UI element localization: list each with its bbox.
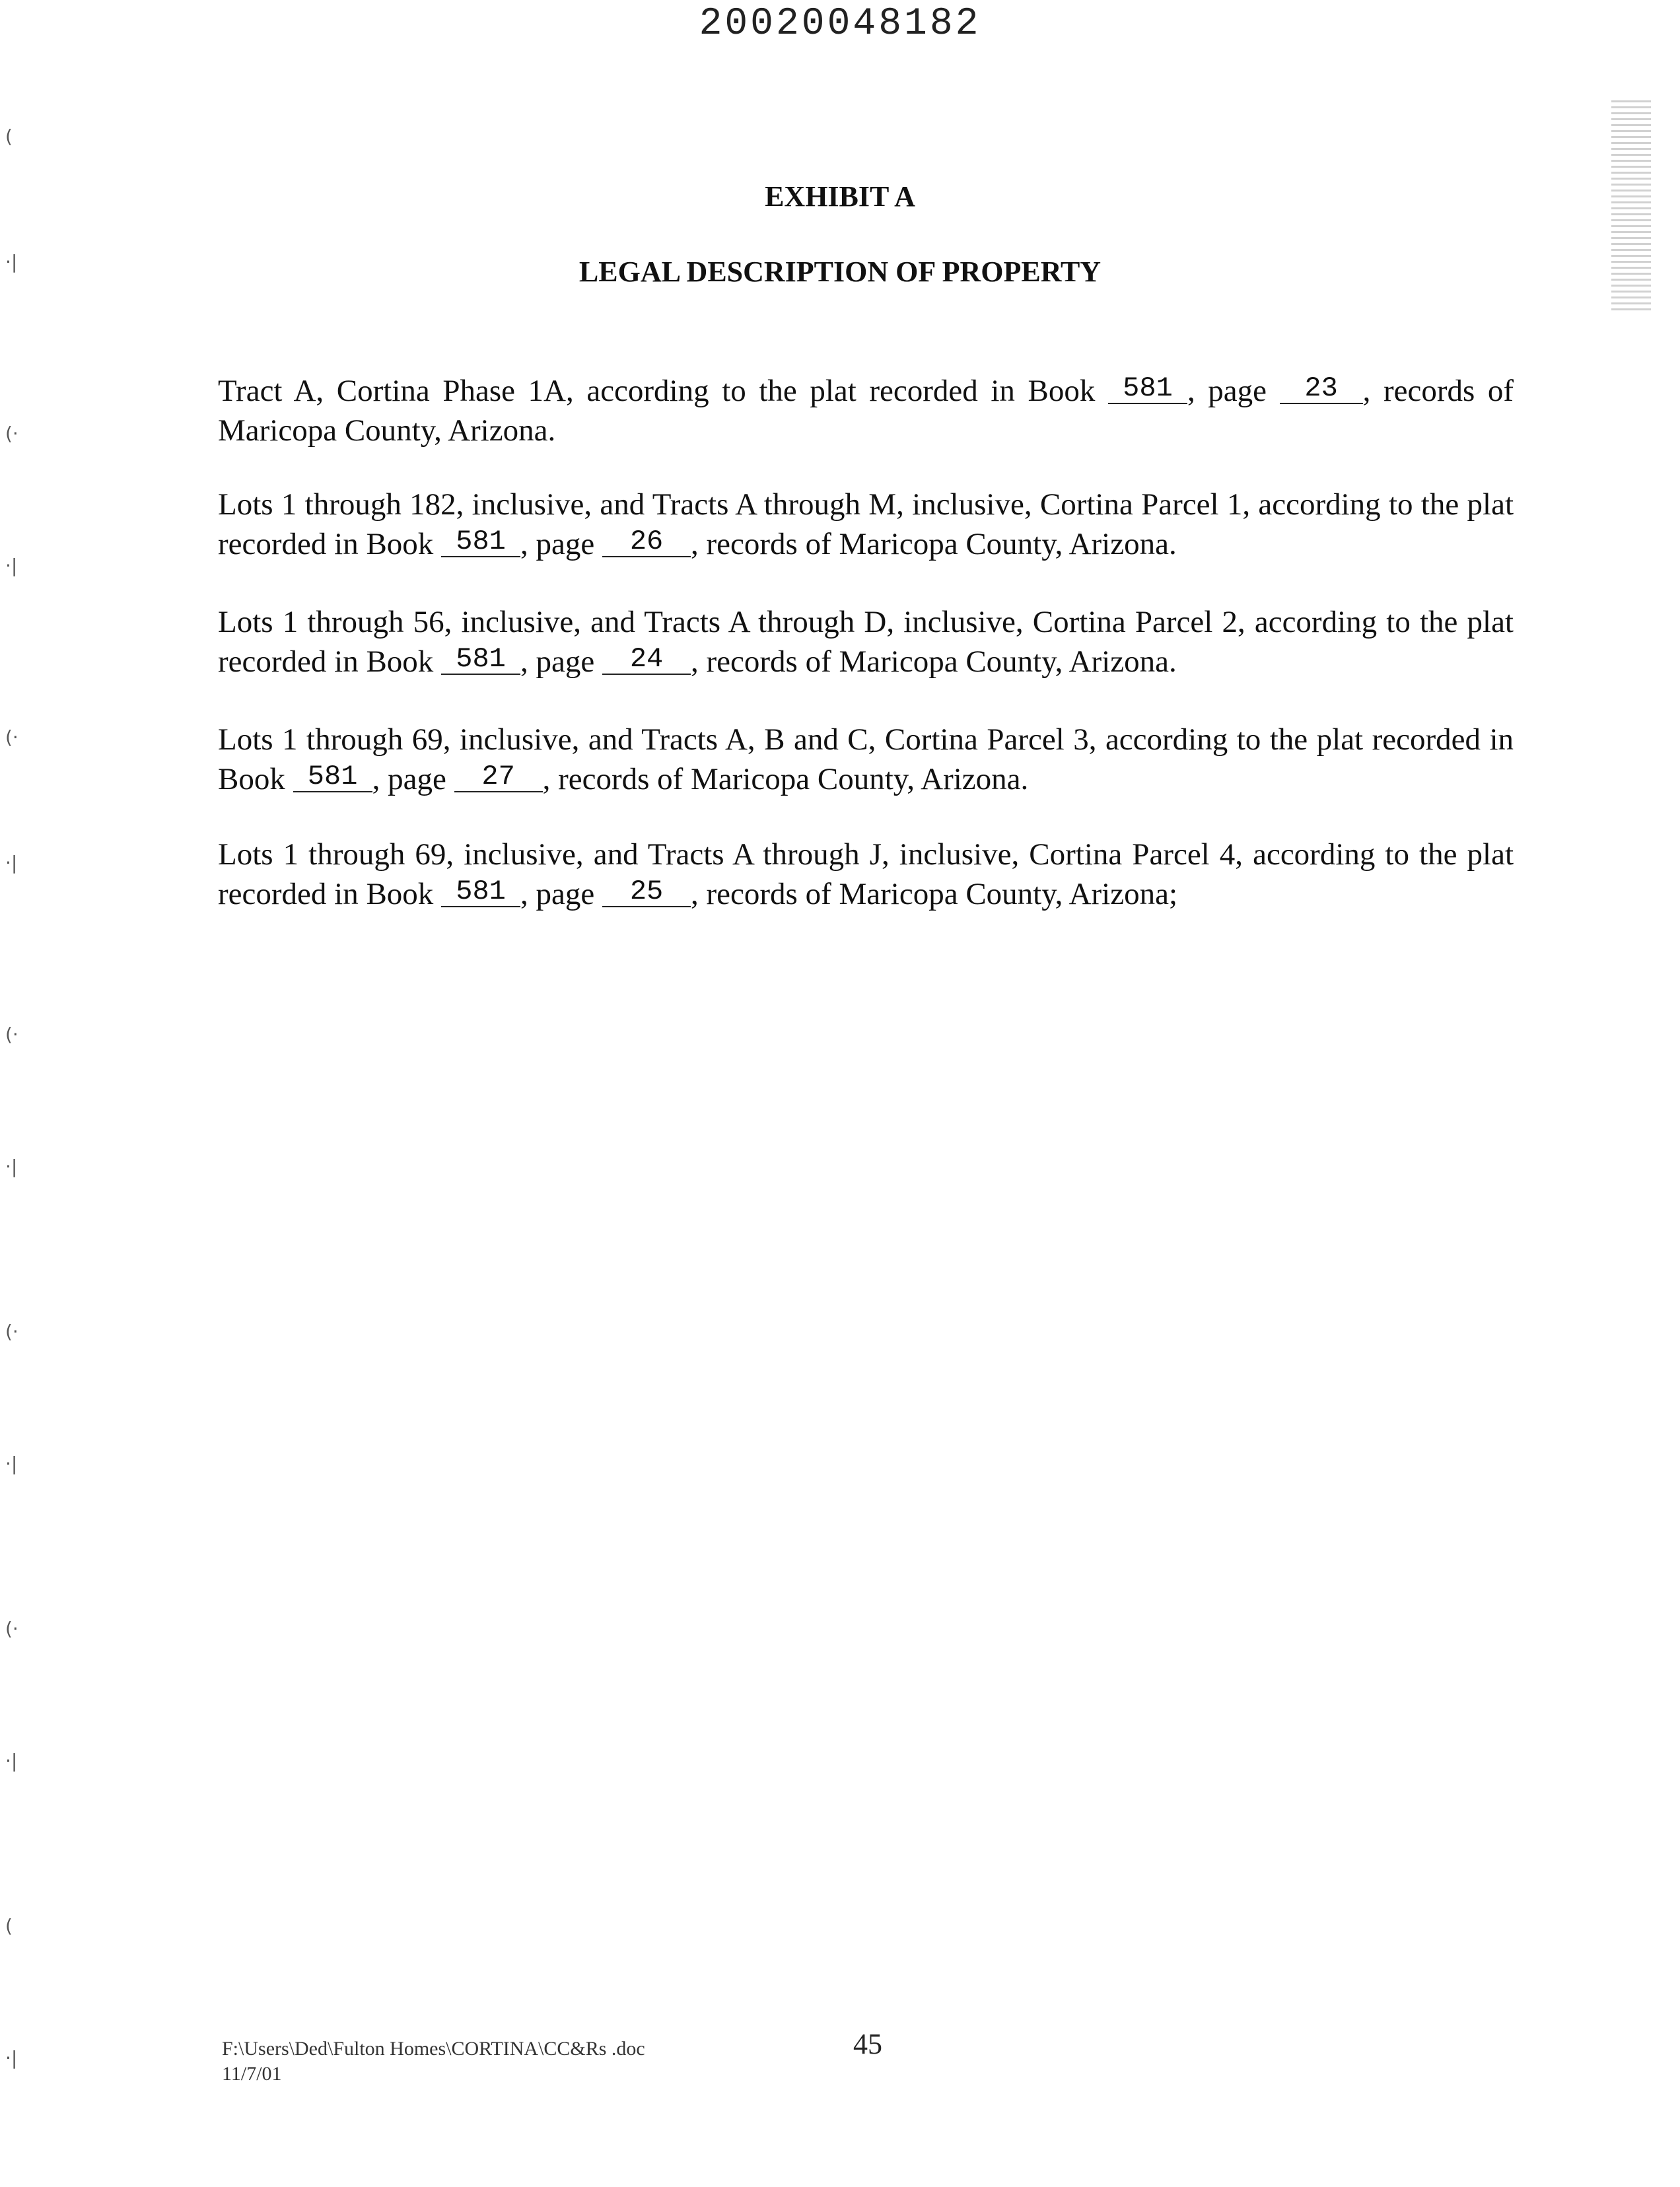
paragraph-text: Tract A, Cortina Phase 1A, according to the plat recorded in Book (218, 374, 1096, 408)
legal-paragraph-2 (218, 485, 1514, 564)
exhibit-title: EXHIBIT A (765, 180, 915, 213)
section-title: LEGAL DESCRIPTION OF PROPERTY (578, 256, 1102, 288)
page-label: , page (520, 877, 595, 911)
footer-date: 11/7/01 (222, 2063, 282, 2085)
left-margin-scan-marks: ( ·| (· ·| (· ·| (· ·| (· ·| (· ·| ( ·| (5, 125, 18, 2069)
page-number-field: 27 (454, 762, 543, 792)
book-number-field: 581 (1108, 374, 1187, 404)
legal-paragraph-5 (218, 835, 1514, 914)
paragraph-text-end: , records of Maricopa County, Arizona. (542, 762, 1029, 796)
page-label: , page (372, 762, 446, 796)
book-number-field: 581 (441, 877, 520, 907)
legal-paragraph-4 (218, 720, 1514, 799)
paragraph-text-end: , records of Maricopa County, Arizona. (691, 527, 1177, 561)
page-number-field: 24 (602, 644, 691, 675)
book-number-field: 581 (293, 762, 372, 792)
paragraph-text-end: , records of Maricopa County, Arizona. (691, 644, 1177, 679)
book-number-field: 581 (441, 644, 520, 675)
paragraph-text-end: , records of Maricopa County, Arizona; (691, 877, 1178, 911)
page-number: 45 (853, 2028, 882, 2060)
book-number-field: 581 (441, 527, 520, 557)
legal-paragraph-1 (218, 371, 1514, 450)
paragraph-text: Lots 1 through 69, inclusive, and Tracts A, B and C, Cortina Parcel 3, according to the plat recorded in Book (218, 722, 1514, 796)
page-number-field: 25 (602, 877, 691, 907)
page-label: , page (1187, 374, 1267, 408)
paragraph-text-end: , records of Maricopa County, Arizona. (218, 374, 1514, 448)
paragraph-text: Lots 1 through 69, inclusive, and Tracts A through J, inclusive, Cortina Parcel 4, according to the plat recorded in Book (218, 837, 1514, 911)
footer-file-path: F:\Users\Ded\Fulton Homes\CORTINA\CC&Rs .doc (222, 2038, 645, 2060)
page-number-field: 26 (602, 527, 691, 557)
page-label: , page (520, 527, 595, 561)
page-number-field: 23 (1280, 374, 1363, 404)
paragraph-text: Lots 1 through 56, inclusive, and Tracts A through D, inclusive, Cortina Parcel 2, according to the plat recorded in Book (218, 605, 1514, 679)
legal-paragraph-3 (218, 602, 1514, 681)
paragraph-text: Lots 1 through 182, inclusive, and Tracts A through M, inclusive, Cortina Parcel 1, according to the plat recorded in Book (218, 487, 1514, 561)
page-label: , page (520, 644, 595, 679)
recording-number: 20020048182 (699, 3, 981, 46)
